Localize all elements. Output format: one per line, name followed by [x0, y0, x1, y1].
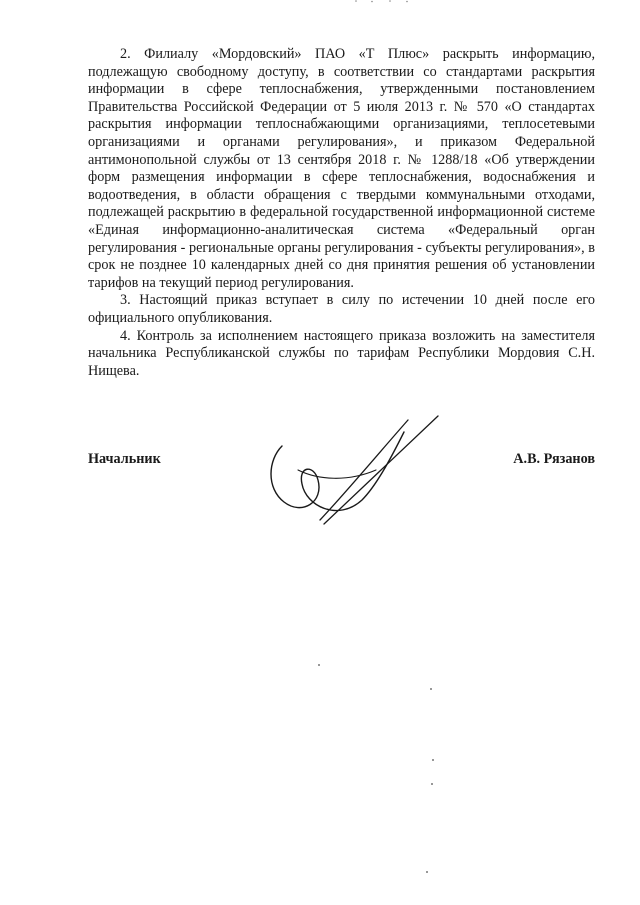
scan-speck	[431, 783, 433, 785]
paragraph-2: 2. Филиалу «Мордовский» ПАО «Т Плюс» раскрыть информацию, подлежащую свободному доступу, в соответствии со стандартами раскрытия информации в сфере теплоснабжения, утвержденными постановлением Правительства Российской Федерации от 5 июля 2013 г. № 570 «О стандартах раскрытия информации теплоснабжающими организациями, теплосетевыми организациями и органами регулирования», и приказом Федеральной антимонопольной службы от 13 сентября 2018 г. № 1288/18 «Об утверждении форм размещения информации в сфере теплоснабжения, водоснабжения и водоотведения, в области обращения с твердыми коммунальными отходами, подлежащей раскрытию в федеральной государственной информационной системе «Единая информационно-аналитическая система «Федеральный орган регулирования - региональные органы регулирования - субъекты регулирования», в срок не позднее 10 календарных дней со дня принятия решения об установлении тарифов на текущий период регулирования.	[88, 46, 595, 291]
scan-speck	[318, 664, 320, 666]
scan-speck	[432, 759, 434, 761]
scan-speck	[426, 871, 428, 873]
signatory-name: А.В. Рязанов	[513, 451, 595, 467]
signatory-title: Начальник	[88, 451, 161, 467]
document-body	[88, 46, 595, 380]
paragraph-3: 3. Настоящий приказ вступает в силу по истечении 10 дней после его официального опубликования.	[88, 292, 595, 326]
scan-speck	[430, 688, 432, 690]
paragraph-4: 4. Контроль за исполнением настоящего приказа возложить на заместителя начальника Республиканской службы по тарифам Республики Мордовия С.Н. Нищева.	[88, 327, 595, 379]
handwritten-signature	[258, 410, 448, 540]
scan-artifact-top	[352, 0, 412, 3]
